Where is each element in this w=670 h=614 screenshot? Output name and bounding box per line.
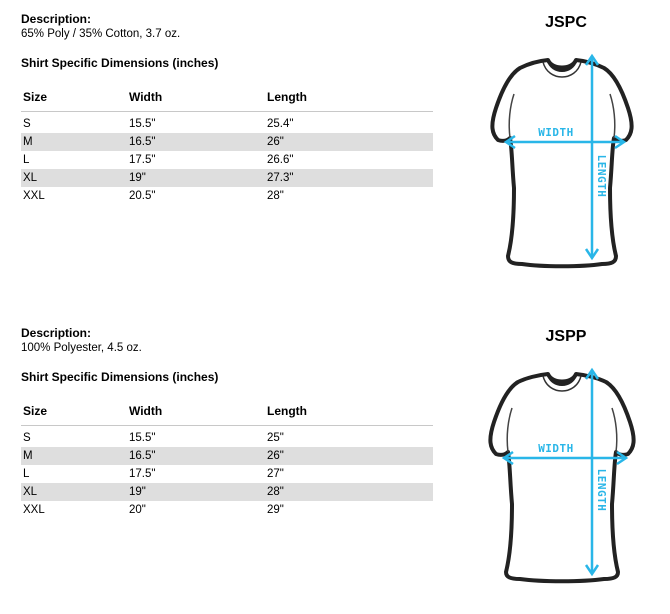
tshirt-icon [462,362,662,586]
cell-length: 26.6" [267,154,294,166]
cell-length: 25.4" [267,118,294,130]
cell-size: XL [23,172,38,184]
table-row [21,465,433,483]
table-row [21,447,433,465]
header-length: Length [267,404,307,418]
table-row [21,501,433,519]
size-table [21,88,433,205]
table-row [21,133,433,151]
cell-size: L [23,154,30,166]
cell-width: 20" [129,504,146,516]
cell-width: 20.5" [129,190,156,202]
cell-size: L [23,468,30,480]
description-text: 100% Polyester, 4.5 oz. [21,342,142,354]
table-row [21,151,433,169]
table-row [21,187,433,205]
cell-width: 15.5" [129,432,156,444]
cell-length: 29" [267,504,284,516]
cell-length: 28" [267,486,284,498]
tshirt-icon [462,48,662,272]
header-size: Size [23,404,48,418]
cell-width: 17.5" [129,468,156,480]
cell-width: 17.5" [129,154,156,166]
header-width: Width [129,404,163,418]
cell-size: XXL [23,504,45,516]
header-width: Width [129,90,163,104]
cell-length: 27.3" [267,172,294,184]
cell-length: 28" [267,190,284,202]
cell-width: 15.5" [129,118,156,130]
description-text: 65% Poly / 35% Cotton, 3.7 oz. [21,28,181,40]
cell-width: 16.5" [129,450,156,462]
shirt-diagram [462,362,662,586]
cell-width: 16.5" [129,136,156,148]
table-divider [21,111,433,112]
cell-length: 25" [267,432,284,444]
size-table [21,402,433,519]
description-label: Description: [21,326,92,340]
length-label: LENGTH [595,468,608,512]
table-header-row [21,402,433,420]
width-label: WIDTH [538,442,574,455]
product-section-jspc [0,0,670,300]
table-divider [21,425,433,426]
width-label: WIDTH [538,126,574,139]
cell-length: 27" [267,468,284,480]
header-length: Length [267,90,307,104]
description-label: Description: [21,12,92,26]
dimensions-heading: Shirt Specific Dimensions (inches) [21,370,219,384]
table-row [21,429,433,447]
length-label: LENGTH [595,154,608,198]
cell-length: 26" [267,450,284,462]
cell-size: M [23,450,33,462]
cell-width: 19" [129,486,146,498]
cell-size: S [23,432,31,444]
shirt-diagram [462,48,662,272]
table-row [21,169,433,187]
header-size: Size [23,90,48,104]
product-code: JSPC [545,14,587,31]
table-header-row [21,88,433,106]
dimensions-heading: Shirt Specific Dimensions (inches) [21,56,219,70]
cell-width: 19" [129,172,146,184]
cell-length: 26" [267,136,284,148]
cell-size: XL [23,486,38,498]
cell-size: M [23,136,33,148]
product-code: JSPP [545,328,587,345]
table-row [21,115,433,133]
cell-size: S [23,118,31,130]
product-section-jspp [0,314,670,614]
cell-size: XXL [23,190,45,202]
table-row [21,483,433,501]
